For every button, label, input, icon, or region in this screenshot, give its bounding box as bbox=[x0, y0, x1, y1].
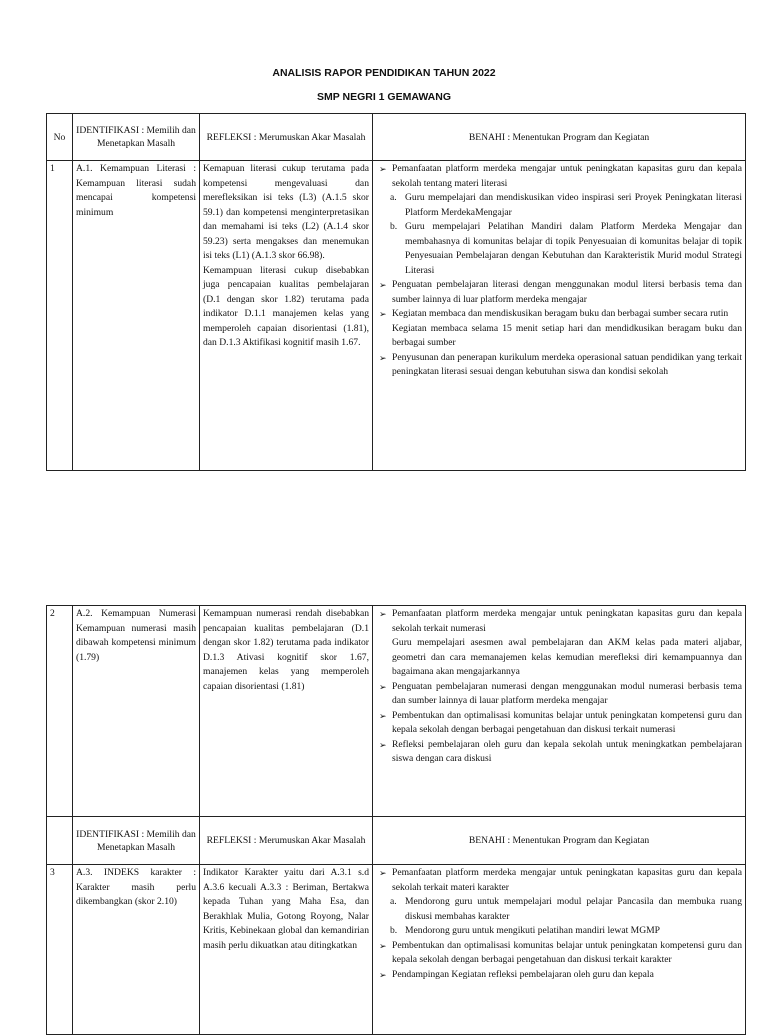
benahi-subitem bbox=[376, 895, 742, 924]
row-number: 3 bbox=[47, 865, 73, 1035]
benahi-bullet: ➢ Penguatan pembelajaran numerasi dengan menggunakan modul numerasi berbasis tema dan sumber lainnya di lauar platform merdeka mengajar bbox=[376, 680, 742, 709]
benahi-continuation: Kegiatan membaca selama 15 menit setiap hari dan mendidkusikan beragam buku dan berbagai sumber bbox=[392, 322, 742, 348]
benahi-subitem bbox=[376, 924, 742, 939]
benahi-bullet: ➢ Kegiatan membaca dan mendiskusikan beragam buku dan berbagai sumber secara rutin bbox=[376, 307, 742, 322]
benahi-bullet: ➢ Penguatan pembelajaran literasi dengan menggunakan modul litersi berbasis tema dan sumber lainnya di luar platform merdeka mengajar bbox=[376, 278, 742, 307]
benahi-bullet: ➢ Refleksi pembelajaran oleh guru dan kepala sekolah untuk meningkatkan pembelajaran siswa dengan cara diskusi bbox=[376, 738, 742, 767]
benahi-bullet: ➢ Pembentukan dan optimalisasi komunitas belajar untuk peningkatan kompetensi guru dan kepala sekolah dengan berbagai pengetahuan dan diskusi terkait karakter bbox=[376, 939, 742, 968]
benahi-cell bbox=[373, 606, 746, 817]
benahi-cell bbox=[373, 865, 746, 1035]
document-title: ANALISIS RAPOR PENDIDIKAN TAHUN 2022 bbox=[272, 67, 496, 79]
header-no bbox=[47, 817, 73, 865]
row-number: 1 bbox=[47, 161, 73, 471]
identifikasi-cell: A.3. INDEKS karakter : Karakter masih perlu dikembangkan (skor 2.10) bbox=[73, 865, 200, 1035]
refleksi-paragraph: Kemampuan literasi cukup disebabkan juga pencapaian kualitas pembelajaran (D.1 dengan skor 1.82) terutama pada indikator D.1.1 manajemen kelas yang memperoleh capaian disorientasi (1.81), dan D.1.3 Aktifikasi kognitif masih 1.67. bbox=[203, 264, 369, 348]
table-header-row bbox=[47, 817, 746, 865]
header-no: No bbox=[47, 114, 73, 161]
benahi-cell bbox=[373, 161, 746, 471]
table-row bbox=[47, 161, 746, 471]
subitem-label: a. bbox=[390, 192, 397, 203]
benahi-bullet: ➢ Penyusunan dan penerapan kurikulum merdeka operasional satuan pendidikan yang terkait peningkatan literasi sesuai dengan kebutuhan siswa dan kondisi sekolah bbox=[376, 351, 742, 380]
table-row bbox=[47, 865, 746, 1035]
subitem-text: Mendorong guru untuk mempelajari modul pelajar Pancasila dan membuka ruang diskusi membahas karakter bbox=[405, 896, 742, 922]
benahi-bullet: ➢ Pemanfaatan platform merdeka mengajar untuk peningkatan kapasitas guru dan kepala sekolah terkait numerasi bbox=[376, 607, 742, 636]
header-identifikasi: IDENTIFIKASI : Memilih dan Menetapkan Masalh bbox=[73, 817, 200, 865]
benahi-bullet: ➢ Pembentukan dan optimalisasi komunitas belajar untuk peningkatan kompetensi guru dan kepala sekolah dengan berbagai pengetahuan dan diskusi terkait numerasi bbox=[376, 709, 742, 738]
subitem-label: a. bbox=[390, 896, 397, 907]
benahi-bullet: ➢ Pemanfaatan platform merdeka mengajar untuk peningkatan kapasitas guru dan kepala sekolah tentang materi literasi bbox=[376, 162, 742, 191]
document-subtitle: SMP NEGRI 1 GEMAWANG bbox=[317, 91, 451, 103]
refleksi-cell: Kemampuan numerasi rendah disebabkan pencapaian kualitas pembelajaran (D.1 dengan skor 1.82) terutama pada indikator D.1.3 Ativasi kognitif skor 1.67, manajemen kelas yang memperoleh capaian disorientasi (1.81) bbox=[200, 606, 373, 817]
refleksi-paragraph: Kemapuan literasi cukup terutama pada kompetensi mengevaluasi dan merefleksikan isi teks (L3) (A.1.5 skor 59.1) dan kompetensi menginterpretasikan dan memahami isi teks (L2) (A.1.4 skor 59.23) serta mengakses dan menemukan isi teks (L1) (A.1.3 skor 66.98). bbox=[203, 163, 369, 261]
subitem-label: b. bbox=[390, 925, 398, 936]
benahi-subitem bbox=[376, 191, 742, 220]
refleksi-cell bbox=[200, 161, 373, 471]
identifikasi-cell: A.2. Kemampuan Numerasi Kemampuan numerasi masih dibawah kompetensi minimum (1.79) bbox=[73, 606, 200, 817]
header-identifikasi: IDENTIFIKASI : Memilih dan Menetapkan Masalh bbox=[73, 114, 200, 161]
header-benahi: BENAHI : Menentukan Program dan Kegiatan bbox=[373, 817, 746, 865]
benahi-bullet: ➢ Pendampingan Kegiatan refleksi pembelajaran oleh guru dan kepala bbox=[376, 968, 742, 983]
analysis-table-1 bbox=[46, 113, 746, 471]
subitem-text: Guru mempelajari Pelatihan Mandiri dalam Platform Merdeka Mengajar dan membahasnya di komunitas belajar di topik Penyesuaian di komunitas belajar di topik Penyesuaian Pembelajaran dengan Kebutuhan dan Karakteristik Murid modul Strategi Literasi bbox=[405, 221, 742, 276]
header-refleksi: REFLEKSI : Merumuskan Akar Masalah bbox=[200, 817, 373, 865]
subitem-text: Mendorong guru untuk mengikuti pelatihan mandiri lewat MGMP bbox=[405, 925, 660, 936]
analysis-table-2 bbox=[46, 605, 746, 1035]
benahi-subitem bbox=[376, 220, 742, 278]
subitem-label: b. bbox=[390, 221, 398, 232]
identifikasi-cell: A.1. Kemampuan Literasi : Kemampuan literasi sudah mencapai kompetensi minimum bbox=[73, 161, 200, 471]
benahi-bullet: ➢ Pemanfaatan platform merdeka mengajar untuk peningkatan kapasitas guru dan kepala sekolah terkait materi karakter bbox=[376, 866, 742, 895]
benahi-continuation: Guru mempelajari asesmen awal pembelajaran dan AKM kelas pada materi aljabar, geometri dan cara memanajemen kelas kemudian merefleksi diri kemampuannya dan bagaimana akan mengajarkannya bbox=[392, 637, 742, 677]
table-header-row bbox=[47, 114, 746, 161]
subitem-text: Guru mempelajari dan mendiskusikan video inspirasi seri Proyek Peningkatan literasi Platform MerdekaMengajar bbox=[405, 192, 742, 218]
row-number: 2 bbox=[47, 606, 73, 817]
table-row bbox=[47, 606, 746, 817]
refleksi-cell: Indikator Karakter yaitu dari A.3.1 s.d A.3.6 kecuali A.3.3 : Beriman, Bertakwa kepada Tuhan yang Maha Esa, dan Berakhlak Mulia, Gotong Royong, Nalar Kritis, Kebinekaan global dan kemandirian masih perlu dikuatkan atau ditingkatkan bbox=[200, 865, 373, 1035]
header-refleksi: REFLEKSI : Merumuskan Akar Masalah bbox=[200, 114, 373, 161]
header-benahi: BENAHI : Menentukan Program dan Kegiatan bbox=[373, 114, 746, 161]
